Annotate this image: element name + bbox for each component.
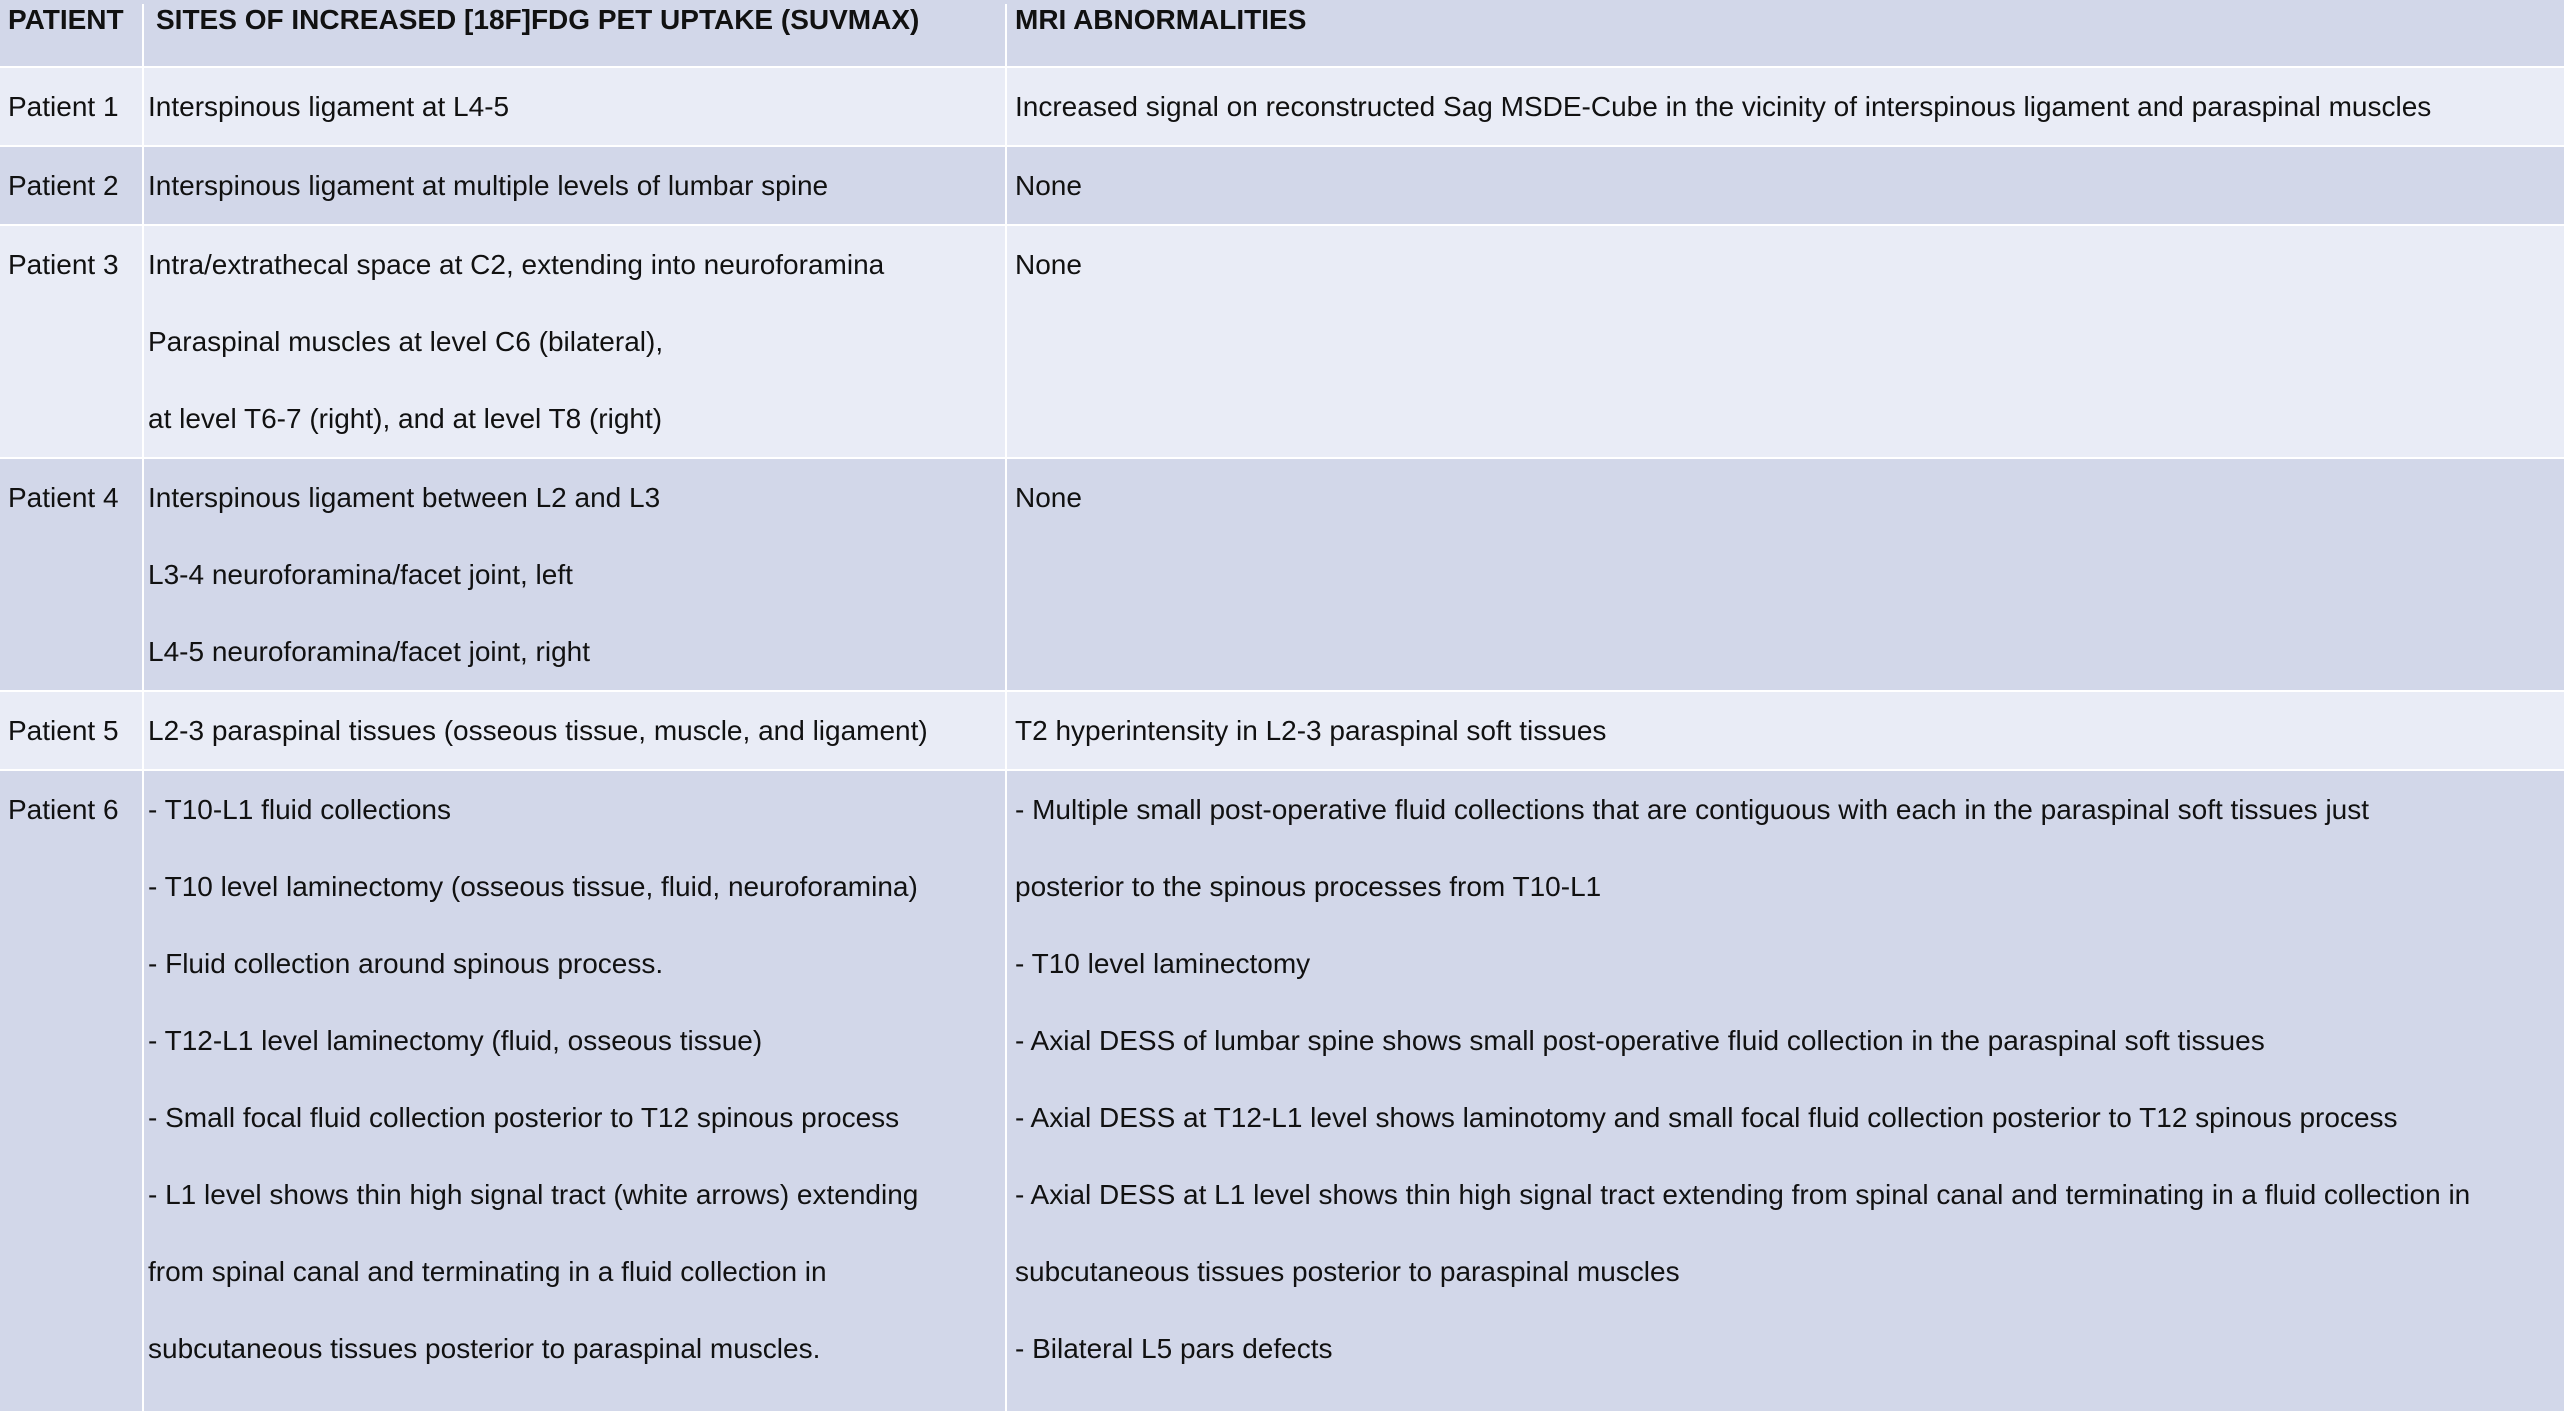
table-row bbox=[0, 146, 2564, 225]
mri-line: - Axial DESS of lumbar spine shows small post-operative fluid collection in the paraspinal soft tissues bbox=[1015, 1025, 2265, 1056]
mri-cell bbox=[1006, 770, 2564, 1412]
site-line: - T10-L1 fluid collections bbox=[148, 794, 451, 825]
patient-label: Patient 6 bbox=[8, 794, 119, 825]
table-body bbox=[0, 67, 2564, 1412]
table-row bbox=[0, 225, 2564, 458]
mri-line: None bbox=[1015, 249, 1082, 280]
site-line: L3-4 neuroforamina/facet joint, left bbox=[148, 559, 573, 590]
sites-cell bbox=[143, 691, 1006, 770]
patient-cell bbox=[0, 770, 143, 1412]
mri-line: Increased signal on reconstructed Sag MSDE-Cube in the vicinity of interspinous ligament and paraspinal muscles bbox=[1015, 91, 2432, 122]
sites-cell bbox=[143, 146, 1006, 225]
table-row bbox=[0, 458, 2564, 691]
mri-line: None bbox=[1015, 482, 1082, 513]
table-row bbox=[0, 770, 2564, 1412]
site-line: L2-3 paraspinal tissues (osseous tissue, muscle, and ligament) bbox=[148, 715, 928, 746]
header-patient: PATIENT bbox=[0, 4, 143, 67]
patient-label: Patient 2 bbox=[8, 170, 119, 201]
sites-cell bbox=[143, 770, 1006, 1412]
site-line: - L1 level shows thin high signal tract (white arrows) extending bbox=[148, 1179, 919, 1210]
sites-cell bbox=[143, 225, 1006, 458]
mri-line: subcutaneous tissues posterior to paraspinal muscles bbox=[1015, 1256, 1680, 1287]
header-sites: SITES OF INCREASED [18F]FDG PET UPTAKE (SUVMAX) bbox=[143, 4, 1006, 67]
patient-cell bbox=[0, 67, 143, 146]
site-line: Interspinous ligament at multiple levels of lumbar spine bbox=[148, 170, 829, 201]
site-line: - Small focal fluid collection posterior to T12 spinous process bbox=[148, 1102, 900, 1133]
mri-line: None bbox=[1015, 170, 1082, 201]
table-row bbox=[0, 67, 2564, 146]
mri-line: T2 hyperintensity in L2-3 paraspinal soft tissues bbox=[1015, 715, 1607, 746]
site-line: Interspinous ligament at L4-5 bbox=[148, 91, 510, 122]
site-line: Paraspinal muscles at level C6 (bilateral), bbox=[148, 326, 664, 357]
site-line: subcutaneous tissues posterior to paraspinal muscles. bbox=[148, 1333, 821, 1364]
sites-cell bbox=[143, 458, 1006, 691]
mri-cell bbox=[1006, 146, 2564, 225]
patient-cell bbox=[0, 691, 143, 770]
mri-line: - Axial DESS at L1 level shows thin high signal tract extending from spinal canal and terminating in a fluid collection in bbox=[1015, 1179, 2471, 1210]
mri-cell bbox=[1006, 691, 2564, 770]
mri-line: - Axial DESS at T12-L1 level shows laminotomy and small focal fluid collection posterior to T12 spinous process bbox=[1015, 1102, 2398, 1133]
mri-line: - Bilateral L5 pars defects bbox=[1015, 1333, 1333, 1364]
patient-label: Patient 5 bbox=[8, 715, 119, 746]
mri-line: posterior to the spinous processes from T10-L1 bbox=[1015, 871, 1602, 902]
site-line: - T12-L1 level laminectomy (fluid, osseous tissue) bbox=[148, 1025, 763, 1056]
site-line: - T10 level laminectomy (osseous tissue, fluid, neuroforamina) bbox=[148, 871, 918, 902]
header-row bbox=[0, 4, 2564, 67]
mri-cell bbox=[1006, 458, 2564, 691]
mri-cell bbox=[1006, 225, 2564, 458]
table-row bbox=[0, 691, 2564, 770]
patient-label: Patient 3 bbox=[8, 249, 119, 280]
site-line: L4-5 neuroforamina/facet joint, right bbox=[148, 636, 591, 667]
site-line: Interspinous ligament between L2 and L3 bbox=[148, 482, 661, 513]
site-line: from spinal canal and terminating in a fluid collection in bbox=[148, 1256, 827, 1287]
patient-cell bbox=[0, 225, 143, 458]
mri-cell bbox=[1006, 67, 2564, 146]
mri-line: - Multiple small post-operative fluid collections that are contiguous with each in the paraspinal soft tissues just bbox=[1015, 794, 2370, 825]
site-line: at level T6-7 (right), and at level T8 (right) bbox=[148, 403, 663, 434]
patient-label: Patient 4 bbox=[8, 482, 119, 513]
sites-cell bbox=[143, 67, 1006, 146]
patient-cell bbox=[0, 146, 143, 225]
site-line: Intra/extrathecal space at C2, extending into neuroforamina bbox=[148, 249, 885, 280]
mri-line: - T10 level laminectomy bbox=[1015, 948, 1311, 979]
header-mri: MRI ABNORMALITIES bbox=[1006, 4, 2564, 67]
patient-findings-table bbox=[0, 4, 2564, 1413]
patient-label: Patient 1 bbox=[8, 91, 119, 122]
patient-cell bbox=[0, 458, 143, 691]
site-line: - Fluid collection around spinous process. bbox=[148, 948, 664, 979]
